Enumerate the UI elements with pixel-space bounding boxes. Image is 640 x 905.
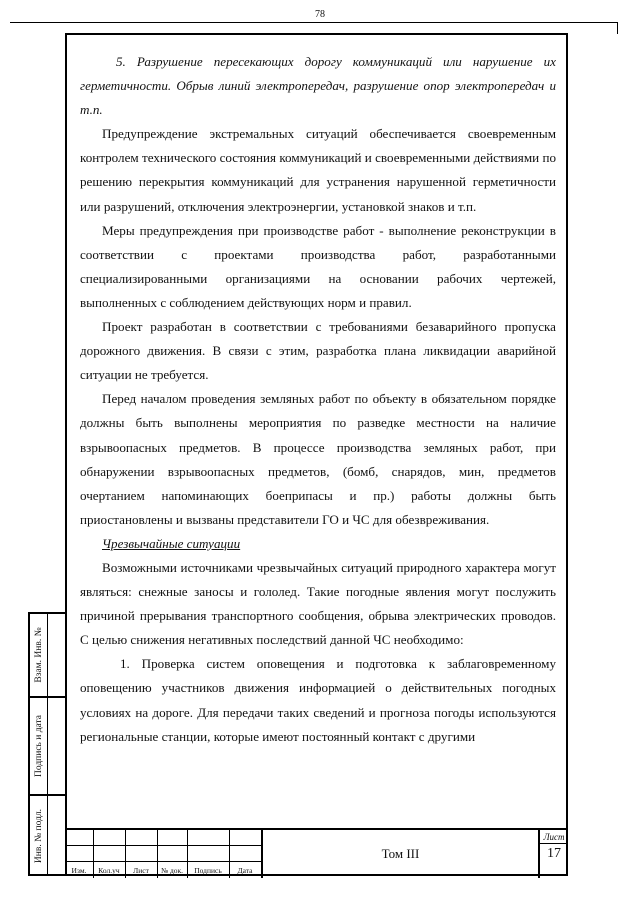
stamp-col-ndok: № док. <box>160 866 184 875</box>
document-body <box>80 50 556 749</box>
stamp-col-izm: Изм. <box>71 866 87 875</box>
right-border-line <box>617 22 618 34</box>
title-block <box>65 828 568 876</box>
stamp-col-koluch: Кол.уч <box>98 866 120 875</box>
sheet-box <box>538 830 568 878</box>
paragraph-list-item-1: 1. Проверка систем оповещения и подготовка к заблаговременному оповещению участников движения информацией о действительных погодных условиях на дороге. Для передачи таких сведений и прогноза погоды используются региональные станции, которые имеют постоянный контакт с другими <box>80 656 556 744</box>
stamp-col-data: Дата <box>237 866 253 875</box>
side-label-inv-podl: Инв. № подл. <box>33 808 44 864</box>
stamp-col-list: Лист <box>133 866 149 875</box>
section-heading: Чрезвычайные ситуации <box>102 535 241 551</box>
stamp-grid <box>65 830 261 878</box>
paragraph-sources: Возможными источниками чрезвычайных ситуаций природного характера могут являться: снежные заносы и гололед. Такие погодные явления могут послужить причиной прерывания транспортного сообщения, обрыва электрических проводов. С целью снижения негативных последствий данной ЧС необходимо: <box>80 559 556 648</box>
page-number: 78 <box>315 9 325 20</box>
stamp-col-podpis: Подпись <box>194 866 222 875</box>
sheet-number: 17 <box>547 846 561 861</box>
paragraph-project: Проект разработан в соответствии с требованиями безаварийного пропуска дорожного движения. В связи с этим, разработка плана ликвидации аварийной ситуации не требуется. <box>80 319 556 383</box>
paragraph-measures: Меры предупреждения при производстве работ - выполнение реконструкции в соответствии с проектами производства работ, разработанными специализированными организациями на основании рабочих чертежей, выполненных с соблюдением действующих норм и правил. <box>80 222 556 310</box>
side-column <box>28 612 65 876</box>
paragraph-earthworks: Перед началом проведения земляных работ по объекту в обязательном порядке должны быть выполнены мероприятия по разведке местности на наличие взрывоопасных предметов. В процессе производства земляных работ, при обнаружении взрывоопасных предметов, (бомб, снарядов, мин, предметов очертанием напоминающих боеприпасы и пр.) работы должны быть приостановлены и вызваны представители ГО и ЧС для обезвреживания. <box>80 391 556 527</box>
top-border-line <box>10 22 618 23</box>
paragraph-item-5: 5. Разрушение пересекающих дорогу коммуникаций или нарушение их герметичности. Обрыв линий электропередач, разрушение опор электропередач и т.п. <box>80 54 556 118</box>
side-label-podpis: Подпись и дата <box>33 714 44 778</box>
side-label-vzam: Взам. Инв. № <box>33 627 44 683</box>
volume-title: Том III <box>261 830 538 878</box>
paragraph-prevention: Предупреждение экстремальных ситуаций обеспечивается своевременным контролем технического состояния коммуникаций и своевременными действиями по решению перекрытия коммуникаций для устранения нарушенной герметичности или разрушений, отключения электроэнергии, установкой знаков и т.п. <box>80 126 556 214</box>
sheet-label: Лист <box>540 831 568 844</box>
